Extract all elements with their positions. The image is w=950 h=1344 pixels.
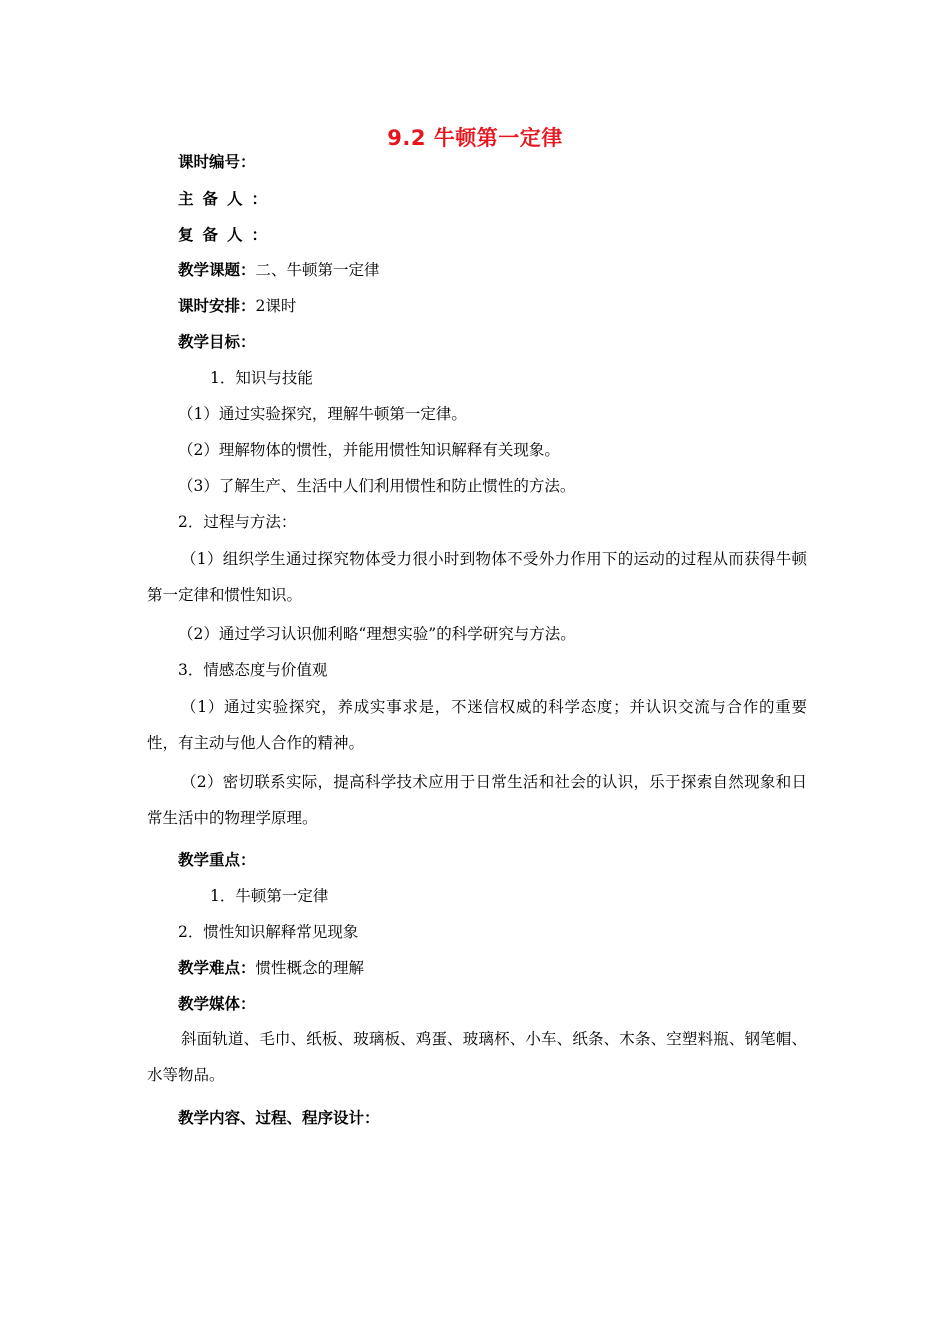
schedule-value: 2课时 (255, 297, 297, 315)
knowledge-item-2: （2）理解物体的惯性，并能用惯性知识解释有关现象。 (178, 441, 560, 459)
media-text: 斜面轨道、毛巾、纸板、玻璃板、鸡蛋、玻璃杯、小车、纸条、木条、空塑料瓶、钢笔帽、水等物品。 (147, 1030, 807, 1084)
topic-label: 教学课题： (178, 261, 256, 279)
emotion-item-1: （1）通过实验探究，养成实事求是，不迷信权威的科学态度；并认识交流与合作的重要性，有主动与他人合作的精神。 (147, 698, 807, 752)
process-heading: 2．过程与方法： (178, 513, 297, 531)
schedule-row (178, 296, 296, 316)
schedule-label: 课时安排： (178, 297, 256, 315)
lesson-number-label: 课时编号： (178, 153, 256, 171)
objectives-heading: 教学目标： (178, 333, 256, 351)
topic-value: 二、牛顿第一定律 (255, 261, 380, 279)
media-heading: 教学媒体： (178, 995, 256, 1013)
design-heading: 教学内容、过程、程序设计： (178, 1109, 380, 1127)
co-preparer-label: 复备人： (178, 226, 277, 244)
process-item-1: （1）组织学生通过探究物体受力很小时到物体不受外力作用下的运动的过程从而获得牛顿第一定律和惯性知识。 (147, 550, 807, 604)
difficulty-label: 教学难点： (178, 959, 256, 977)
emotion-heading: 3．情感态度与价值观 (178, 661, 328, 679)
main-preparer-label: 主备人： (178, 190, 277, 208)
key-point-1: 1．牛顿第一定律 (210, 887, 329, 905)
process-item-2: （2）通过学习认识伽利略“理想实验”的科学研究与方法。 (178, 625, 576, 643)
document-title: 9.2 牛顿第一定律 (387, 126, 563, 150)
knowledge-item-3: （3）了解生产、生活中人们利用惯性和防止惯性的方法。 (178, 477, 576, 495)
key-points-heading: 教学重点： (178, 851, 256, 869)
knowledge-item-1: （1）通过实验探究，理解牛顿第一定律。 (178, 405, 467, 423)
topic-row (178, 260, 380, 280)
difficulty-row (178, 958, 364, 978)
key-point-2: 2．惯性知识解释常见现象 (178, 923, 359, 941)
knowledge-heading: 1．知识与技能 (210, 369, 313, 387)
difficulty-value: 惯性概念的理解 (255, 959, 365, 977)
emotion-item-2: （2）密切联系实际，提高科学技术应用于日常生活和社会的认识，乐于探索自然现象和日常生活中的物理学原理。 (147, 773, 807, 827)
